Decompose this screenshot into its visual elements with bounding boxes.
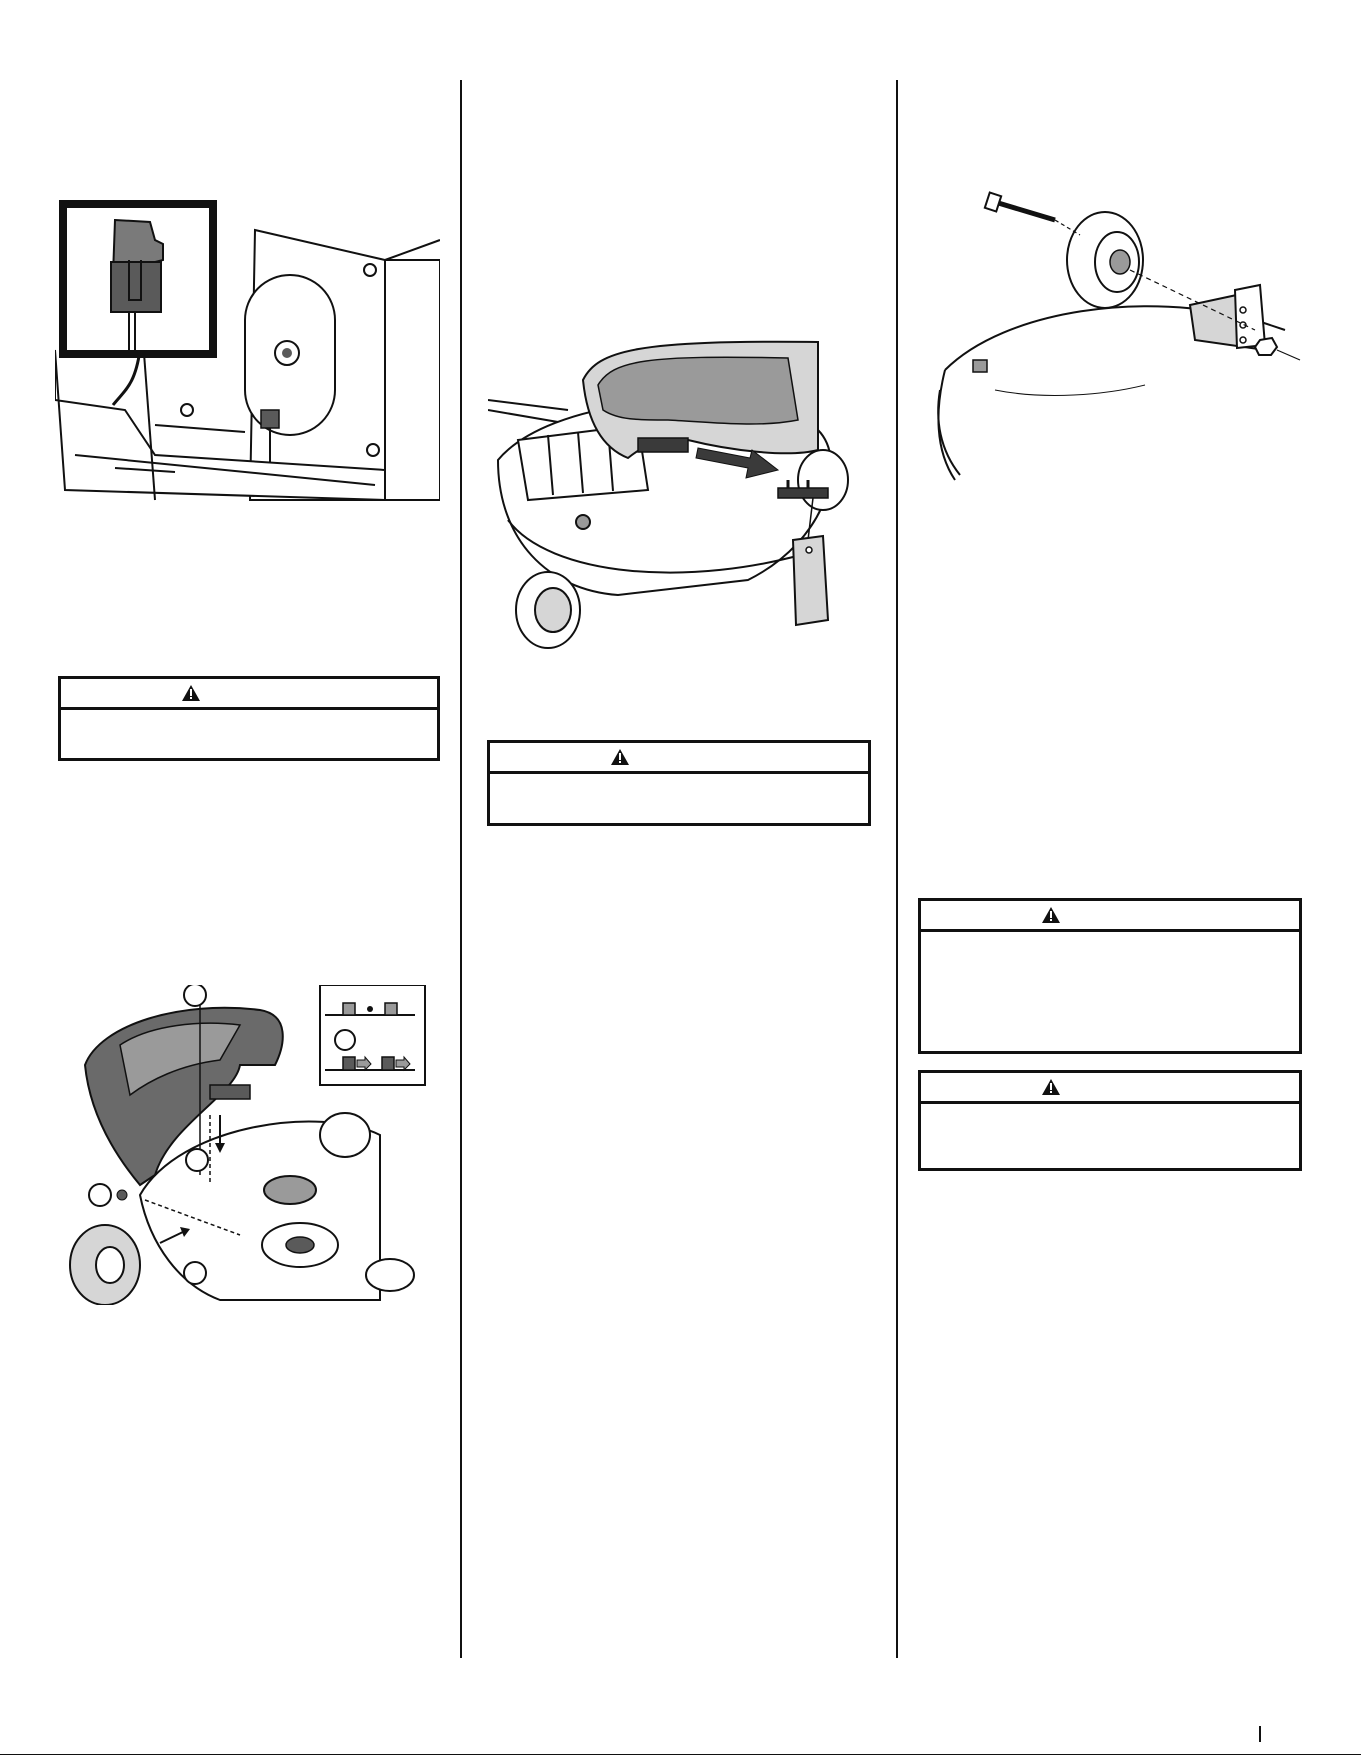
figure-deflector-shield: [60, 985, 440, 1305]
callout-circle: [184, 985, 206, 1006]
warning-triangle-icon: [182, 685, 200, 701]
warning-box-header: [921, 901, 1299, 932]
warning-box-4: [918, 1070, 1302, 1171]
warning-box-2: [487, 740, 871, 826]
page-number-divider: [1259, 1726, 1261, 1742]
warning-triangle-icon: [1042, 1079, 1060, 1095]
warning-triangle-icon: [611, 749, 629, 765]
callout-circle: [186, 1149, 208, 1171]
column-divider-right: [896, 80, 898, 1658]
footer-rule: [0, 1754, 1361, 1755]
figure-connector: [55, 200, 440, 520]
warning-box-1: [58, 676, 440, 761]
warning-box-3: [918, 898, 1302, 1054]
warning-box-header: [61, 679, 437, 710]
callout-circle: [184, 1262, 206, 1284]
callout-circle: [89, 1184, 111, 1206]
warning-triangle-icon: [1042, 907, 1060, 923]
column-divider-left: [460, 80, 462, 1658]
warning-box-header: [921, 1073, 1299, 1104]
warning-box-header: [490, 743, 868, 774]
figure-wheel-mount: [925, 190, 1305, 490]
callout-circle: [335, 1030, 355, 1050]
figure-rear-bag: [488, 340, 868, 660]
